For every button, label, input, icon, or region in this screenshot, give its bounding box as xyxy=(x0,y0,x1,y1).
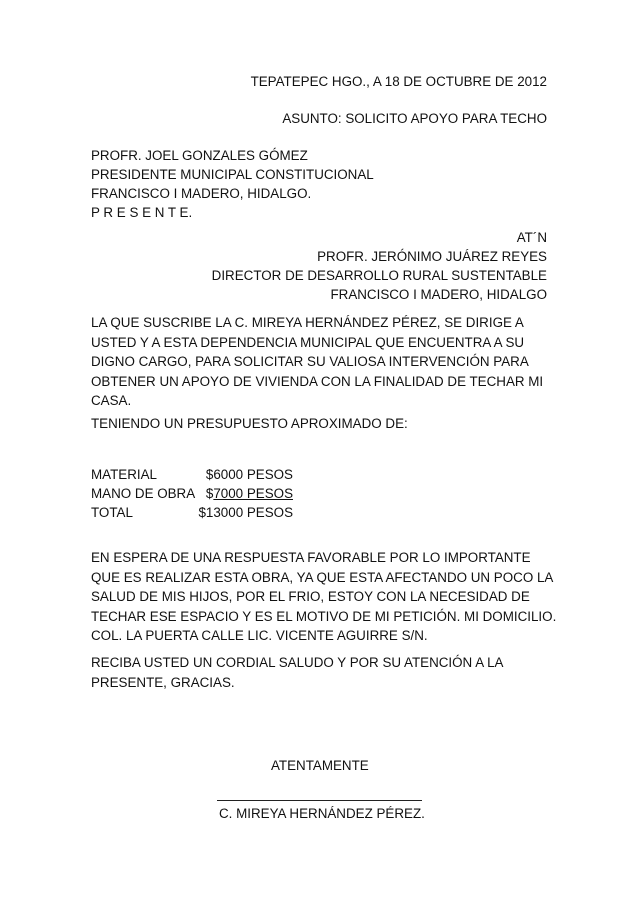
recipient-location: FRANCISCO I MADERO, HIDALGO. xyxy=(91,186,312,201)
place-date: TEPATEPEC HGO., A 18 DE OCTUBRE DE 2012 xyxy=(250,74,547,89)
recipient-position: PRESIDENTE MUNICIPAL CONSTITUCIONAL xyxy=(91,167,374,182)
subject-line: ASUNTO: SOLICITO APOYO PARA TECHO xyxy=(282,111,547,126)
attention-location: FRANCISCO I MADERO, HIDALGO xyxy=(330,287,547,302)
paragraph-line: CASA. xyxy=(91,393,132,409)
paragraph-line: TECHAR ESE ESPACIO Y ES EL MOTIVO DE MI PETICIÓN. MI DOMICILIO. xyxy=(91,608,557,624)
paragraph-line: RECIBA USTED UN CORDIAL SALUDO Y POR SU ATENCIÓN A LA xyxy=(91,655,504,670)
paragraph-line: COL. LA PUERTA CALLE LIC. VICENTE AGUIRRE S/N. xyxy=(91,628,428,644)
presente-line: P R E S E N T E. xyxy=(91,205,193,220)
paragraph-line: DIGNO CARGO, PARA SOLICITAR SU VALIOSA INTERVENCIÓN PARA xyxy=(91,354,529,370)
closing-salutation: ATENTAMENTE xyxy=(271,758,369,773)
paragraph-line: USTED Y A ESTA DEPENDENCIA MUNICIPAL QUE ENCUENTRA A SU xyxy=(91,334,525,350)
paragraph-line: LA QUE SUSCRIBE LA C. MIREYA HERNÁNDEZ PÉREZ, SE DIRIGE A xyxy=(91,315,524,330)
body-paragraph-2 xyxy=(91,548,561,646)
budget-amount: $13000 PESOS xyxy=(198,505,293,520)
budget-row-total xyxy=(91,503,293,522)
budget-intro: TENIENDO UN PRESUPUESTO APROXIMADO DE: xyxy=(91,416,408,431)
budget-amount xyxy=(206,484,293,503)
paragraph-line: PRESENTE, GRACIAS. xyxy=(91,674,235,690)
signature-line xyxy=(217,800,422,801)
recipient-name: PROFR. JOEL GONZALES GÓMEZ xyxy=(91,148,308,163)
budget-amount: $6000 PESOS xyxy=(205,467,293,482)
budget-amount-underlined: 7000 PESOS xyxy=(213,486,293,501)
paragraph-line: EN ESPERA DE UNA RESPUESTA FAVORABLE POR LO IMPORTANTE xyxy=(91,550,531,565)
budget-label: TOTAL xyxy=(91,505,133,520)
body-paragraph-3 xyxy=(91,653,551,692)
paragraph-line: SALUD DE MIS HIJOS, POR EL FRIO, ESTOY CON LA NECESIDAD DE xyxy=(91,589,530,605)
signer-name: C. MIREYA HERNÁNDEZ PÉREZ. xyxy=(219,806,425,821)
attention-name: PROFR. JERÓNIMO JUÁREZ REYES xyxy=(317,249,547,264)
attention-label: AT´N xyxy=(516,230,547,245)
budget-row-material xyxy=(91,465,293,484)
body-paragraph-1 xyxy=(91,313,551,411)
paragraph-line: OBTENER UN APOYO DE VIVIENDA CON LA FINALIDAD DE TECHAR MI xyxy=(91,373,544,389)
attention-position: DIRECTOR DE DESARROLLO RURAL SUSTENTABLE xyxy=(211,268,547,283)
paragraph-line: QUE ES REALIZAR ESTA OBRA, YA QUE ESTA AFECTANDO UN POCO LA xyxy=(91,569,554,585)
budget-label: MANO DE OBRA xyxy=(91,486,196,501)
budget-label: MATERIAL xyxy=(91,467,157,482)
budget-amount-prefix: $ xyxy=(205,486,214,501)
budget-row-labor xyxy=(91,484,293,503)
